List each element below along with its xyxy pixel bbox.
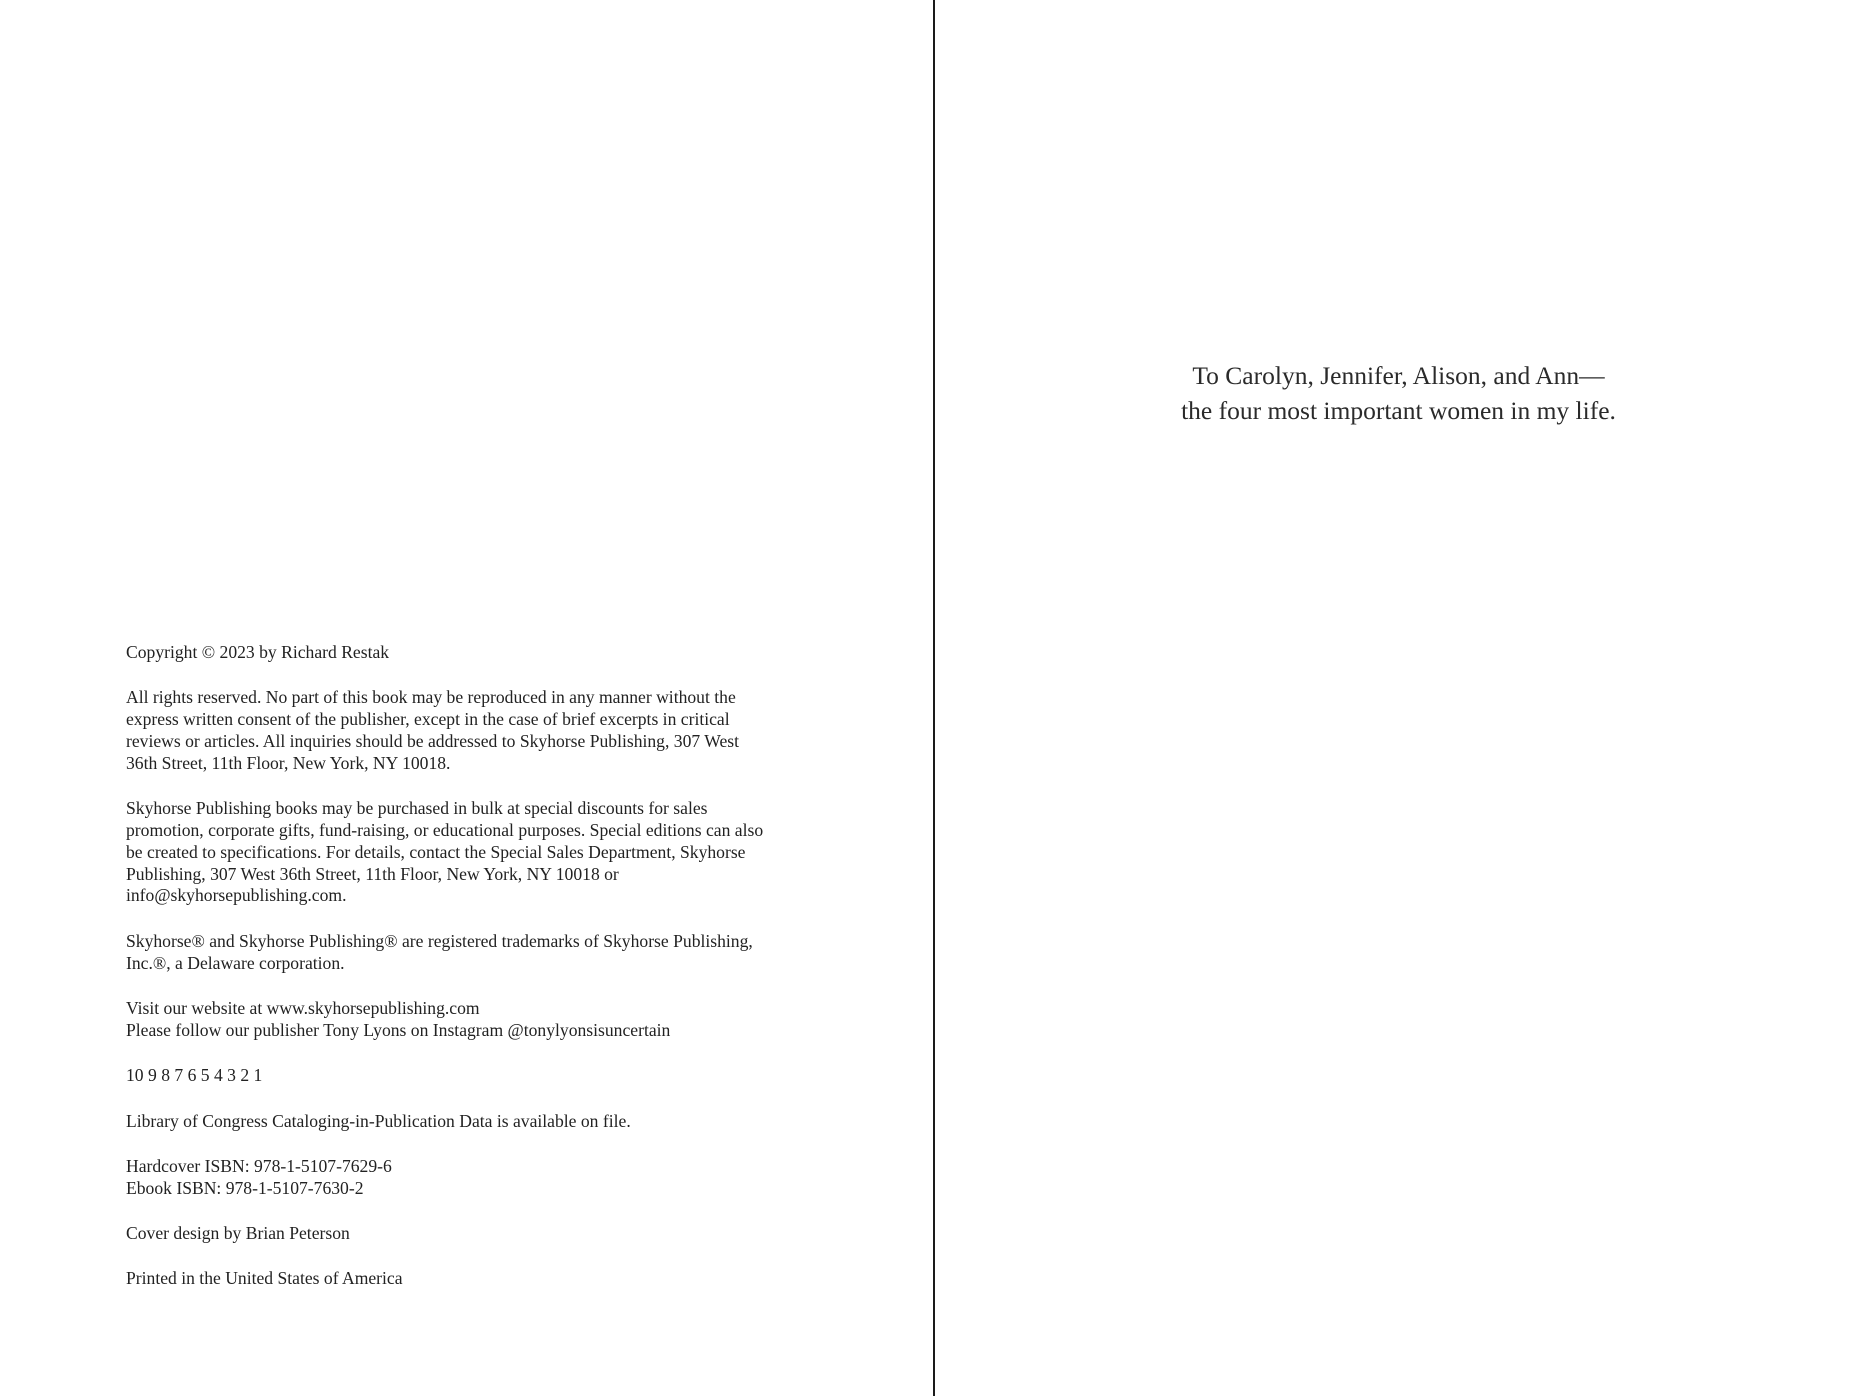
trademark-paragraph: Skyhorse® and Skyhorse Publishing® are registered trademarks of Skyhorse Publishing, Inc.®, a Delaware corporation. [126,930,753,973]
printed-in-line: Printed in the United States of America [126,1268,403,1289]
isbn-paragraph: Hardcover ISBN: 978-1-5107-7629-6 Ebook ISBN: 978-1-5107-7630-2 [126,1155,392,1198]
rights-reserved-paragraph: All rights reserved. No part of this book may be reproduced in any manner without the express written consent of the publisher, except in the case of brief excerpts in critical reviews or articles. All inquiries should be addressed to Skyhorse Publishing, 307 West 36th Street, 11th Floor, New York, NY 10018. [126,687,739,773]
website-paragraph: Visit our website at www.skyhorsepublishing.com Please follow our publisher Tony Lyons on Instagram @tonylyonsisuncertain [126,997,671,1040]
dedication [935,358,1862,428]
copyright-notice: Copyright © 2023 by Richard Restak [126,642,390,662]
printing-line: 10 9 8 7 6 5 4 3 2 1 [126,1065,263,1086]
dedication-line: To Carolyn, Jennifer, Alison, and Ann— [1192,361,1605,390]
dedication-page [935,0,1862,1396]
cover-design-credit: Cover design by Brian Peterson [126,1223,350,1244]
dedication-line: the four most important women in my life. [1181,396,1616,425]
bulk-sales-paragraph: Skyhorse Publishing books may be purchased in bulk at special discounts for sales promotion, corporate gifts, fund-raising, or educational purposes. Special editions can also be created to specifications. For details, contact the Special Sales Department, Skyhorse Publishing, 307 West 36th Street, 11th Floor, New York, NY 10018 or info@skyhorsepublishing.com. [126,798,764,906]
copyright-block [126,642,806,1314]
cataloging-paragraph: Library of Congress Cataloging-in-Publication Data is available on file. [126,1110,631,1131]
